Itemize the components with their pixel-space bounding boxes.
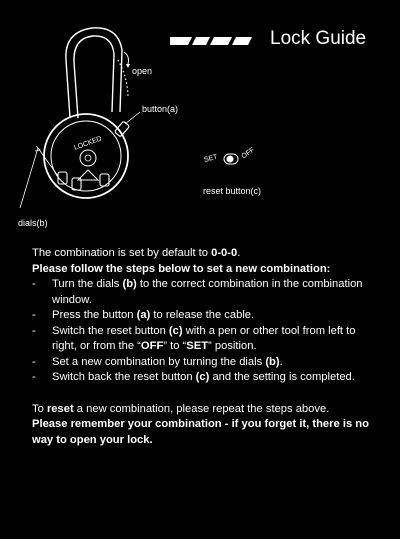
button-a-label: button(a): [142, 104, 179, 114]
page-title: Lock Guide: [270, 28, 367, 49]
list-item: - Turn the dials (b) to the correct combination in the combination window.: [32, 277, 372, 308]
list-item: - Switch the reset button (c) with a pen or other tool from left to right, or from the “OFF” to “SET” position.: [32, 324, 372, 355]
default-combination-text: The combination is set by default to 0-0-0.: [32, 247, 241, 259]
set-position-label: SET: [203, 153, 219, 164]
reset-instruction: To reset a new combination, please repeat the steps above.: [32, 402, 330, 415]
open-label: open: [132, 66, 153, 76]
open-arrow-icon: [124, 52, 129, 64]
steps-list: [32, 277, 372, 386]
steps-intro: Please follow the steps below to set a new combination:: [32, 262, 331, 275]
instructions: [32, 246, 372, 448]
list-item: - Switch back the reset button (c) and the setting is completed.: [32, 370, 372, 386]
list-item: - Set a new combination by turning the dials (b).: [32, 355, 372, 371]
dials-pointer-lines: [20, 146, 58, 208]
cable-shackle: [66, 28, 122, 118]
list-item: - Press the button (a) to release the cable.: [32, 308, 372, 324]
dials-b-label: dials(b): [18, 218, 48, 228]
lock-face-text: LOCKED: [73, 135, 103, 152]
off-position-label: OFF: [240, 146, 256, 161]
warning-text: Please remember your combination - if you forget it, there is no way to open your lock.: [32, 418, 369, 446]
padlock-illustration: [0, 0, 400, 240]
reset-button-c-label: reset button(c): [203, 186, 262, 196]
open-path-indicator: [118, 60, 128, 98]
center-keyhole: [80, 150, 96, 166]
release-button: [114, 121, 129, 137]
lock-diagram: [0, 0, 400, 240]
reset-button-switch: [224, 154, 238, 164]
